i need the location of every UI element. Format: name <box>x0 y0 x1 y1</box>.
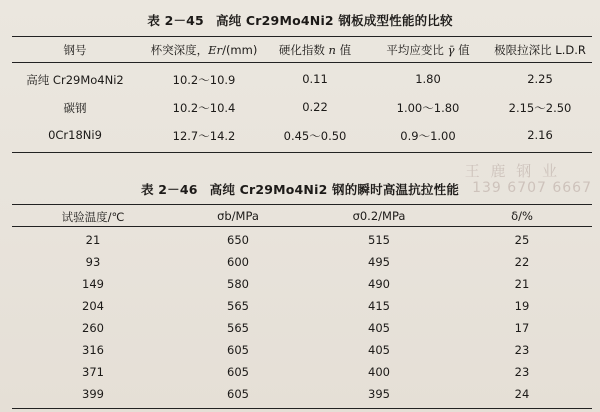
t2-r1-temp: 21 <box>85 233 101 247</box>
table-2-45-number: 表 2－45 <box>147 13 204 28</box>
t2-r6-sigma-b: 605 <box>227 343 249 357</box>
t1-header-ldr: 极限拉深比 L.D.R <box>494 43 586 57</box>
t1-r1-n: 0.11 <box>302 72 328 86</box>
t2-r6-temp: 316 <box>82 343 104 357</box>
watermark-phone: 139 6707 6667 <box>472 180 592 196</box>
t1-r1-cup: 10.2～10.9 <box>172 73 236 87</box>
t2-r1-delta: 25 <box>514 233 530 247</box>
t1-header-hardening: 硬化指数 n 值 <box>278 43 352 57</box>
t1-header-steel: 钢号 <box>63 43 87 57</box>
t2-r8-delta: 24 <box>514 387 530 401</box>
t2-r2-temp: 93 <box>85 255 101 269</box>
t1-r2-n: 0.22 <box>302 100 328 114</box>
table-2-45-title: 高纯 Cr29Mo4Ni2 钢板成型性能的比较 <box>215 13 453 28</box>
t2-r8-temp: 399 <box>82 387 104 401</box>
t1-r3-cup: 12.7～14.2 <box>172 129 236 143</box>
t2-r5-delta: 17 <box>514 321 530 335</box>
t2-r2-sigma-b: 600 <box>227 255 249 269</box>
t2-r7-sigma-02: 400 <box>368 365 390 379</box>
t2-r4-temp: 204 <box>82 299 104 313</box>
t2-r5-sigma-02: 405 <box>368 321 390 335</box>
t2-r8-sigma-b: 605 <box>227 387 249 401</box>
t1-r2-steel: 碳钢 <box>63 101 87 115</box>
t2-r3-temp: 149 <box>82 277 104 291</box>
t2-r6-delta: 23 <box>514 343 530 357</box>
t2-r8-sigma-02: 395 <box>368 387 390 401</box>
t2-header-delta: δ/% <box>511 209 533 223</box>
t1-r1-r: 1.80 <box>415 72 441 86</box>
t1-r2-cup: 10.2～10.4 <box>172 101 236 115</box>
table-2-45-caption <box>0 11 600 29</box>
t1-header-strain-ratio: 平均应变比 γ̄ 值 <box>386 43 470 57</box>
t2-r7-sigma-b: 605 <box>227 365 249 379</box>
table-2-46-title: 高纯 Cr29Mo4Ni2 钢的瞬时高温抗拉性能 <box>209 182 460 197</box>
t2-r4-sigma-b: 565 <box>227 299 249 313</box>
table-2-46-bottom-rule <box>12 408 592 409</box>
t2-header-temp: 试验温度/℃ <box>61 210 125 224</box>
table-2-45-bottom-rule <box>12 152 592 153</box>
t2-r6-sigma-02: 405 <box>368 343 390 357</box>
t1-r3-r: 0.9～1.00 <box>400 129 456 143</box>
t2-r4-sigma-02: 415 <box>368 299 390 313</box>
t2-r4-delta: 19 <box>514 299 530 313</box>
t2-r7-temp: 371 <box>82 365 104 379</box>
t1-r3-n: 0.45～0.50 <box>283 129 347 143</box>
t2-r2-delta: 22 <box>514 255 530 269</box>
table-2-46-top-rule <box>12 204 592 205</box>
watermark-name: 王 鹿 钢 业 <box>464 162 560 180</box>
t2-r7-delta: 23 <box>514 365 530 379</box>
t2-r3-sigma-b: 580 <box>227 277 249 291</box>
t1-r3-steel: 0Cr18Ni9 <box>48 128 102 142</box>
table-2-46-caption <box>0 180 600 198</box>
t1-r2-r: 1.00～1.80 <box>396 101 460 115</box>
t2-header-sigma-02: σ0.2/MPa <box>352 209 406 223</box>
table-2-46-number: 表 2－46 <box>140 182 198 197</box>
table-2-45-header-rule <box>12 62 592 63</box>
t2-r1-sigma-02: 515 <box>368 233 390 247</box>
t2-header-sigma-b: σb/MPa <box>217 209 259 223</box>
t2-r3-delta: 21 <box>514 277 530 291</box>
t1-r1-ldr: 2.25 <box>527 72 553 86</box>
t1-r3-ldr: 2.16 <box>527 128 553 142</box>
t2-r5-temp: 260 <box>82 321 104 335</box>
t2-r1-sigma-b: 650 <box>227 233 249 247</box>
t1-header-cup-depth: 杯突深度，Er/(mm) <box>150 43 258 57</box>
t1-r2-ldr: 2.15～2.50 <box>508 101 572 115</box>
t2-r2-sigma-02: 495 <box>368 255 390 269</box>
t2-r3-sigma-02: 490 <box>368 277 390 291</box>
table-2-45-top-rule <box>12 36 592 37</box>
table-2-46-header-rule <box>12 226 592 227</box>
t1-r1-steel: 高纯 Cr29Mo4Ni2 <box>26 73 124 87</box>
t2-r5-sigma-b: 565 <box>227 321 249 335</box>
